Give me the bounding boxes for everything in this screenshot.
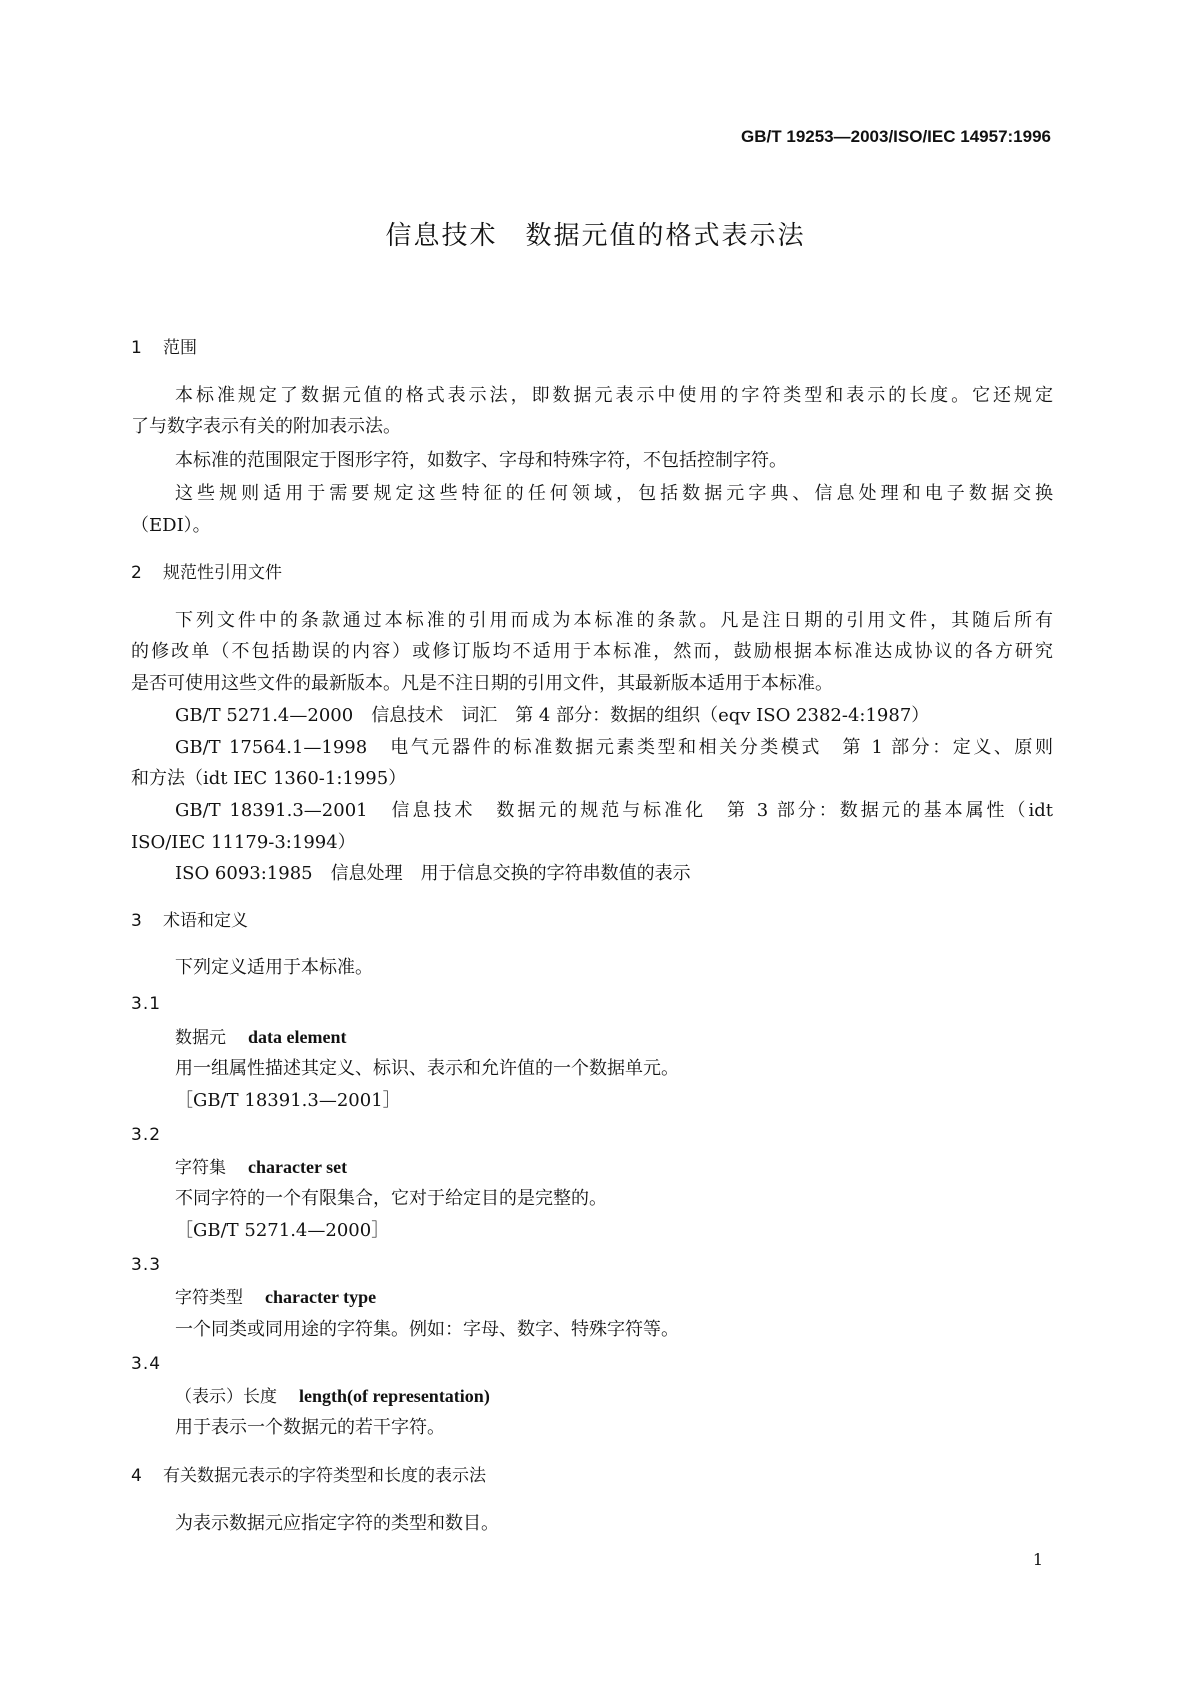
standard-number: GB/T 19253—2003/ISO/IEC 14957:1996 xyxy=(741,127,1051,146)
document-title: 信息技术 数据元值的格式表示法 xyxy=(385,221,806,251)
clause-number: 3.2 xyxy=(131,1125,162,1145)
section-title: 术语和定义 xyxy=(163,911,248,931)
section-title: 范围 xyxy=(163,338,197,358)
paragraph-line: 是否可使用这些文件的最新版本。凡是不注日期的引用文件，其最新版本适用于本标准。 xyxy=(131,673,833,694)
page-number: 1 xyxy=(1032,1550,1043,1569)
paragraph-line: 用一组属性描述其定义、标识、表示和允许值的一个数据单元。 xyxy=(175,1058,679,1079)
paragraph-line: （EDI）。 xyxy=(131,515,211,536)
paragraph-line: 用于表示一个数据元的若干字符。 xyxy=(175,1417,445,1438)
paragraph-line: ［GB/T 18391.3—2001］ xyxy=(175,1090,401,1111)
term-en: character set xyxy=(248,1157,348,1177)
paragraph-line: 下列文件中的条款通过本标准的引用而成为本标准的条款。凡是注日期的引用文件，其随后所有 xyxy=(175,610,1053,631)
paragraph-line: 不同字符的一个有限集合，它对于给定目的是完整的。 xyxy=(175,1188,607,1209)
term-en: data element xyxy=(248,1027,347,1047)
paragraph-line: 和方法（idt IEC 1360-1:1995） xyxy=(131,768,407,789)
section-heading xyxy=(131,909,248,933)
paragraph-line: 本标准规定了数据元值的格式表示法，即数据元表示中使用的字符类型和表示的长度。它还规定 xyxy=(175,385,1053,406)
term-entry xyxy=(175,1384,490,1409)
section-title: 规范性引用文件 xyxy=(163,563,282,583)
paragraph-line: GB/T 18391.3—2001 信息技术 数据元的规范与标准化 第 3 部分：数据元的基本属性（idt xyxy=(175,800,1053,821)
clause-number: 3.3 xyxy=(131,1255,162,1275)
paragraph-line: 这些规则适用于需要规定这些特征的任何领域，包括数据元字典、信息处理和电子数据交换 xyxy=(175,483,1053,504)
section-number: 2 xyxy=(131,563,142,583)
term-entry xyxy=(175,1285,376,1310)
section-number: 1 xyxy=(131,338,142,358)
paragraph-line: GB/T 5271.4—2000 信息技术 词汇 第 4 部分：数据的组织（eqv ISO 2382-4:1987） xyxy=(175,705,930,726)
term-en: character type xyxy=(265,1287,377,1307)
section-heading xyxy=(131,561,282,585)
paragraph-line: 的修改单（不包括勘误的内容）或修订版均不适用于本标准，然而，鼓励根据本标准达成协议的各方研究 xyxy=(131,641,1053,662)
paragraph-line: 本标准的范围限定于图形字符，如数字、字母和特殊字符，不包括控制字符。 xyxy=(175,450,787,471)
paragraph-line: 下列定义适用于本标准。 xyxy=(175,957,373,978)
clause-number: 3.4 xyxy=(131,1354,162,1374)
term-entry xyxy=(175,1155,347,1180)
section-number: 3 xyxy=(131,911,142,931)
paragraph-line: 一个同类或同用途的字符集。例如：字母、数字、特殊字符等。 xyxy=(175,1319,679,1340)
section-heading xyxy=(131,1464,486,1488)
section-heading xyxy=(131,336,197,360)
paragraph-line: ISO 6093:1985 信息处理 用于信息交换的字符串数值的表示 xyxy=(175,863,691,884)
term-zh: 数据元 xyxy=(175,1028,226,1048)
paragraph-line: ［GB/T 5271.4—2000］ xyxy=(175,1220,390,1241)
term-en: length(of representation) xyxy=(299,1386,490,1406)
paragraph-line: 为表示数据元应指定字符的类型和数目。 xyxy=(175,1513,499,1534)
term-zh: 字符集 xyxy=(175,1158,226,1178)
term-entry xyxy=(175,1025,346,1050)
clause-number: 3.1 xyxy=(131,994,162,1014)
paragraph-line: 了与数字表示有关的附加表示法。 xyxy=(131,416,401,437)
section-title: 有关数据元表示的字符类型和长度的表示法 xyxy=(163,1466,486,1486)
paragraph-line: ISO/IEC 11179-3:1994） xyxy=(131,832,356,853)
term-zh: 字符类型 xyxy=(175,1288,243,1308)
paragraph-line: GB/T 17564.1—1998 电气元器件的标准数据元素类型和相关分类模式 第 1 部分：定义、原则 xyxy=(175,737,1053,758)
term-zh: （表示）长度 xyxy=(175,1387,277,1407)
section-number: 4 xyxy=(131,1466,142,1486)
